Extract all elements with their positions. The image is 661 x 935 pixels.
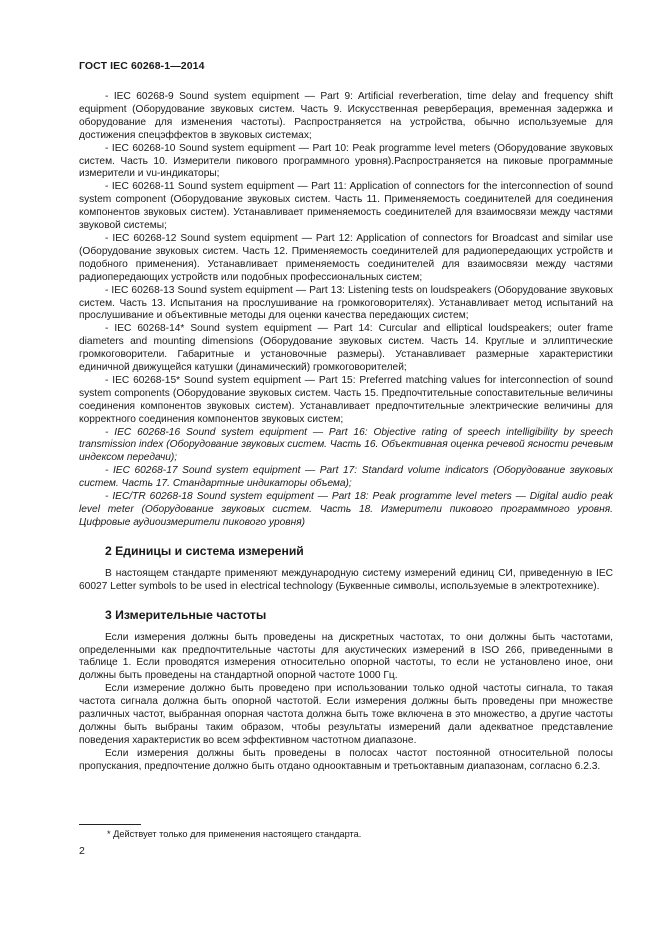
- footnote: * Действует только для применения настоящего стандарта.: [107, 829, 362, 839]
- standard-list-item: - IEC 60268-15* Sound system equipment — Part 15: Preferred matching values for interconnection of sound system components (Оборудование звуковых систем. Часть 15. Предпочтительные сопоставительные величины соединения компонентов звуковых систем). Устанавливает предпочтительные электрические величины для корректного соединения компонентов звуковых систем;: [79, 374, 613, 425]
- standard-list-item: - IEC 60268-12 Sound system equipment — Part 12: Application of connectors for Broadcast and similar use (Оборудование звуковых систем. Часть 12. Применяемость соединителей для радиопередающих устройств и подобного применения). Устанавливает применяемость соединителей для взаимосвязи между частями радиопередающих устройств или подобных профессиональных систем;: [79, 232, 613, 283]
- section-heading-units: 2 Единицы и система измерений: [105, 543, 304, 558]
- section-frequencies-body: [79, 632, 613, 774]
- section-heading-frequencies: 3 Измерительные частоты: [105, 607, 267, 622]
- standard-list-item: - IEC 60268-9 Sound system equipment — Part 9: Artificial reverberation, time delay and frequency shift equipment (Оборудование звуковых систем. Часть 9. Искусственная реверберация, временная задержка и оборудование для изменения частоты). Распространяется на устройства, обычно используемые для достижения спецэффектов в звуковых системах;: [79, 91, 613, 141]
- body-paragraph: Если измерение должно быть проведено при использовании только одной частоты сигнала, то такая частота сигнала должна быть опорной частотой. Если измерения должны быть проведены при множестве различных частот, выбранная опорная частота должна быть тоже включена в это множество, а другие частоты должны быть выбраны таким образом, чтобы результаты измерений дали адекватное представление поведения характеристик во всем эффективном частотном диапазоне.: [79, 683, 613, 746]
- body-paragraph: Если измерения должны быть проведены на дискретных частотах, то они должны быть частотами, определенными как предпочтительные частоты для акустических измерений в ISO 266, приведенными в таблице 1. Если проводятся измерения относительно опорной частоты, то если не установлено иное, они должны быть проведены на стандартной опорной частоте 1000 Гц.: [79, 631, 613, 682]
- body-paragraph: В настоящем стандарте применяют международную систему измерений единиц СИ, приведенную в IEC 60027 Letter symbols to be used in electrical technology (Буквенные символы, используемые в электротехнике).: [79, 567, 613, 592]
- standard-list-item: - IEC 60268-17 Sound system equipment — Part 17: Standard volume indicators (Оборудование звуковых систем. Часть 17. Стандартные индикаторы объема);: [79, 465, 613, 490]
- section-frequencies: [79, 608, 613, 774]
- section-units-body: [79, 568, 613, 594]
- standard-list-item: - IEC 60268-16 Sound system equipment — Part 16: Objective rating of speech intelligibility by speech transmission index (Оборудование звуковых систем. Часть 16. Объективная оценка речевой ясности речевым индексом передачи);: [79, 426, 613, 464]
- section-units: [79, 544, 613, 594]
- standard-list-item: - IEC 60268-14* Sound system equipment — Part 14: Curcular and elliptical loudspeakers; outer frame diameters and mounting dimensions (Оборудование звуковых систем. Часть 14. Круглые и эллиптические громкоговорители. Габаритные и установочные размеры). Устанавливает размерные характеристики единичной движущейся катушки (динамический) громкоговорителей;: [79, 323, 613, 374]
- document-header: ГОСТ IEC 60268-1—2014: [79, 60, 205, 72]
- standard-list-item: - IEC 60268-13 Sound system equipment — Part 13: Listening tests on loudspeakers (Оборудование звуковых систем. Часть 13. Испытания на прослушивание на громкоговорителях). Устанавливает метод испытаний на прослушивание и объективные методы для оценки качества передающих систем;: [79, 284, 613, 322]
- standard-list-item: - IEC 60268-11 Sound system equipment — Part 11: Application of connectors for the interconnection of sound system component (Оборудование звуковых систем. Часть 11. Применяемость соединителей для соединения компонентов звуковых систем). Устанавливает применяемость соединителей для взаимосвязи между частями звуковой системы;: [79, 181, 613, 232]
- standards-list: [79, 91, 613, 530]
- standard-list-item: - IEC 60268-10 Sound system equipment — Part 10: Peak programme level meters (Оборудование звуковых систем. Часть 10. Измерители пикового программного уровня).Распространяется на пиковые программные измерители и vu-индикаторы;: [79, 142, 613, 180]
- body-paragraph: Если измерения должны быть проведены в полосах частот постоянной относительной полосы пропускания, предпочтение должно быть отдано однооктавным и третьоктавным диапазонам, согласно 6.2.3.: [79, 747, 613, 772]
- page-number: 2: [79, 845, 85, 857]
- document-body: [79, 91, 613, 774]
- footnote-divider: [79, 824, 141, 825]
- standard-list-item: - IEC/TR 60268-18 Sound system equipment — Part 18: Peak programme level meters — Digital audio peak level meter (Оборудование звуковых систем. Часть 18. Измерители пикового программного уровня. Цифровые аудиоизмерители пикового уровня): [79, 491, 613, 528]
